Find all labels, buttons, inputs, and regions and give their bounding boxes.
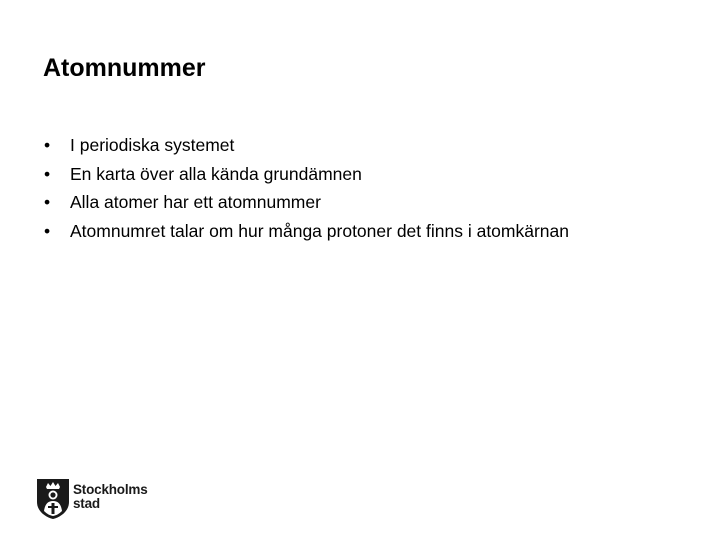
bullet-marker: • bbox=[44, 163, 51, 184]
bullet-text: Alla atomer har ett atomnummer bbox=[70, 192, 321, 212]
list-item bbox=[43, 131, 569, 160]
bullet-text: En karta över alla kända grundämnen bbox=[70, 163, 362, 184]
bullet-marker: • bbox=[44, 220, 51, 241]
bullet-text: I periodiska systemet bbox=[70, 135, 235, 155]
list-item bbox=[43, 217, 569, 246]
stockholms-stad-logo bbox=[36, 478, 156, 522]
list-item bbox=[43, 160, 569, 189]
logo-text-line2: stad bbox=[73, 496, 100, 511]
bullet-list bbox=[43, 131, 569, 245]
bullet-text: Atomnumret talar om hur många protoner det finns i atomkärnan bbox=[70, 220, 569, 241]
stockholm-crest-icon bbox=[36, 478, 70, 520]
slide-title: Atomnummer bbox=[43, 54, 206, 82]
bullet-marker: • bbox=[44, 192, 51, 212]
logo-text-line1: Stockholms bbox=[73, 482, 148, 497]
list-item bbox=[43, 188, 569, 217]
bullet-marker: • bbox=[44, 135, 51, 155]
